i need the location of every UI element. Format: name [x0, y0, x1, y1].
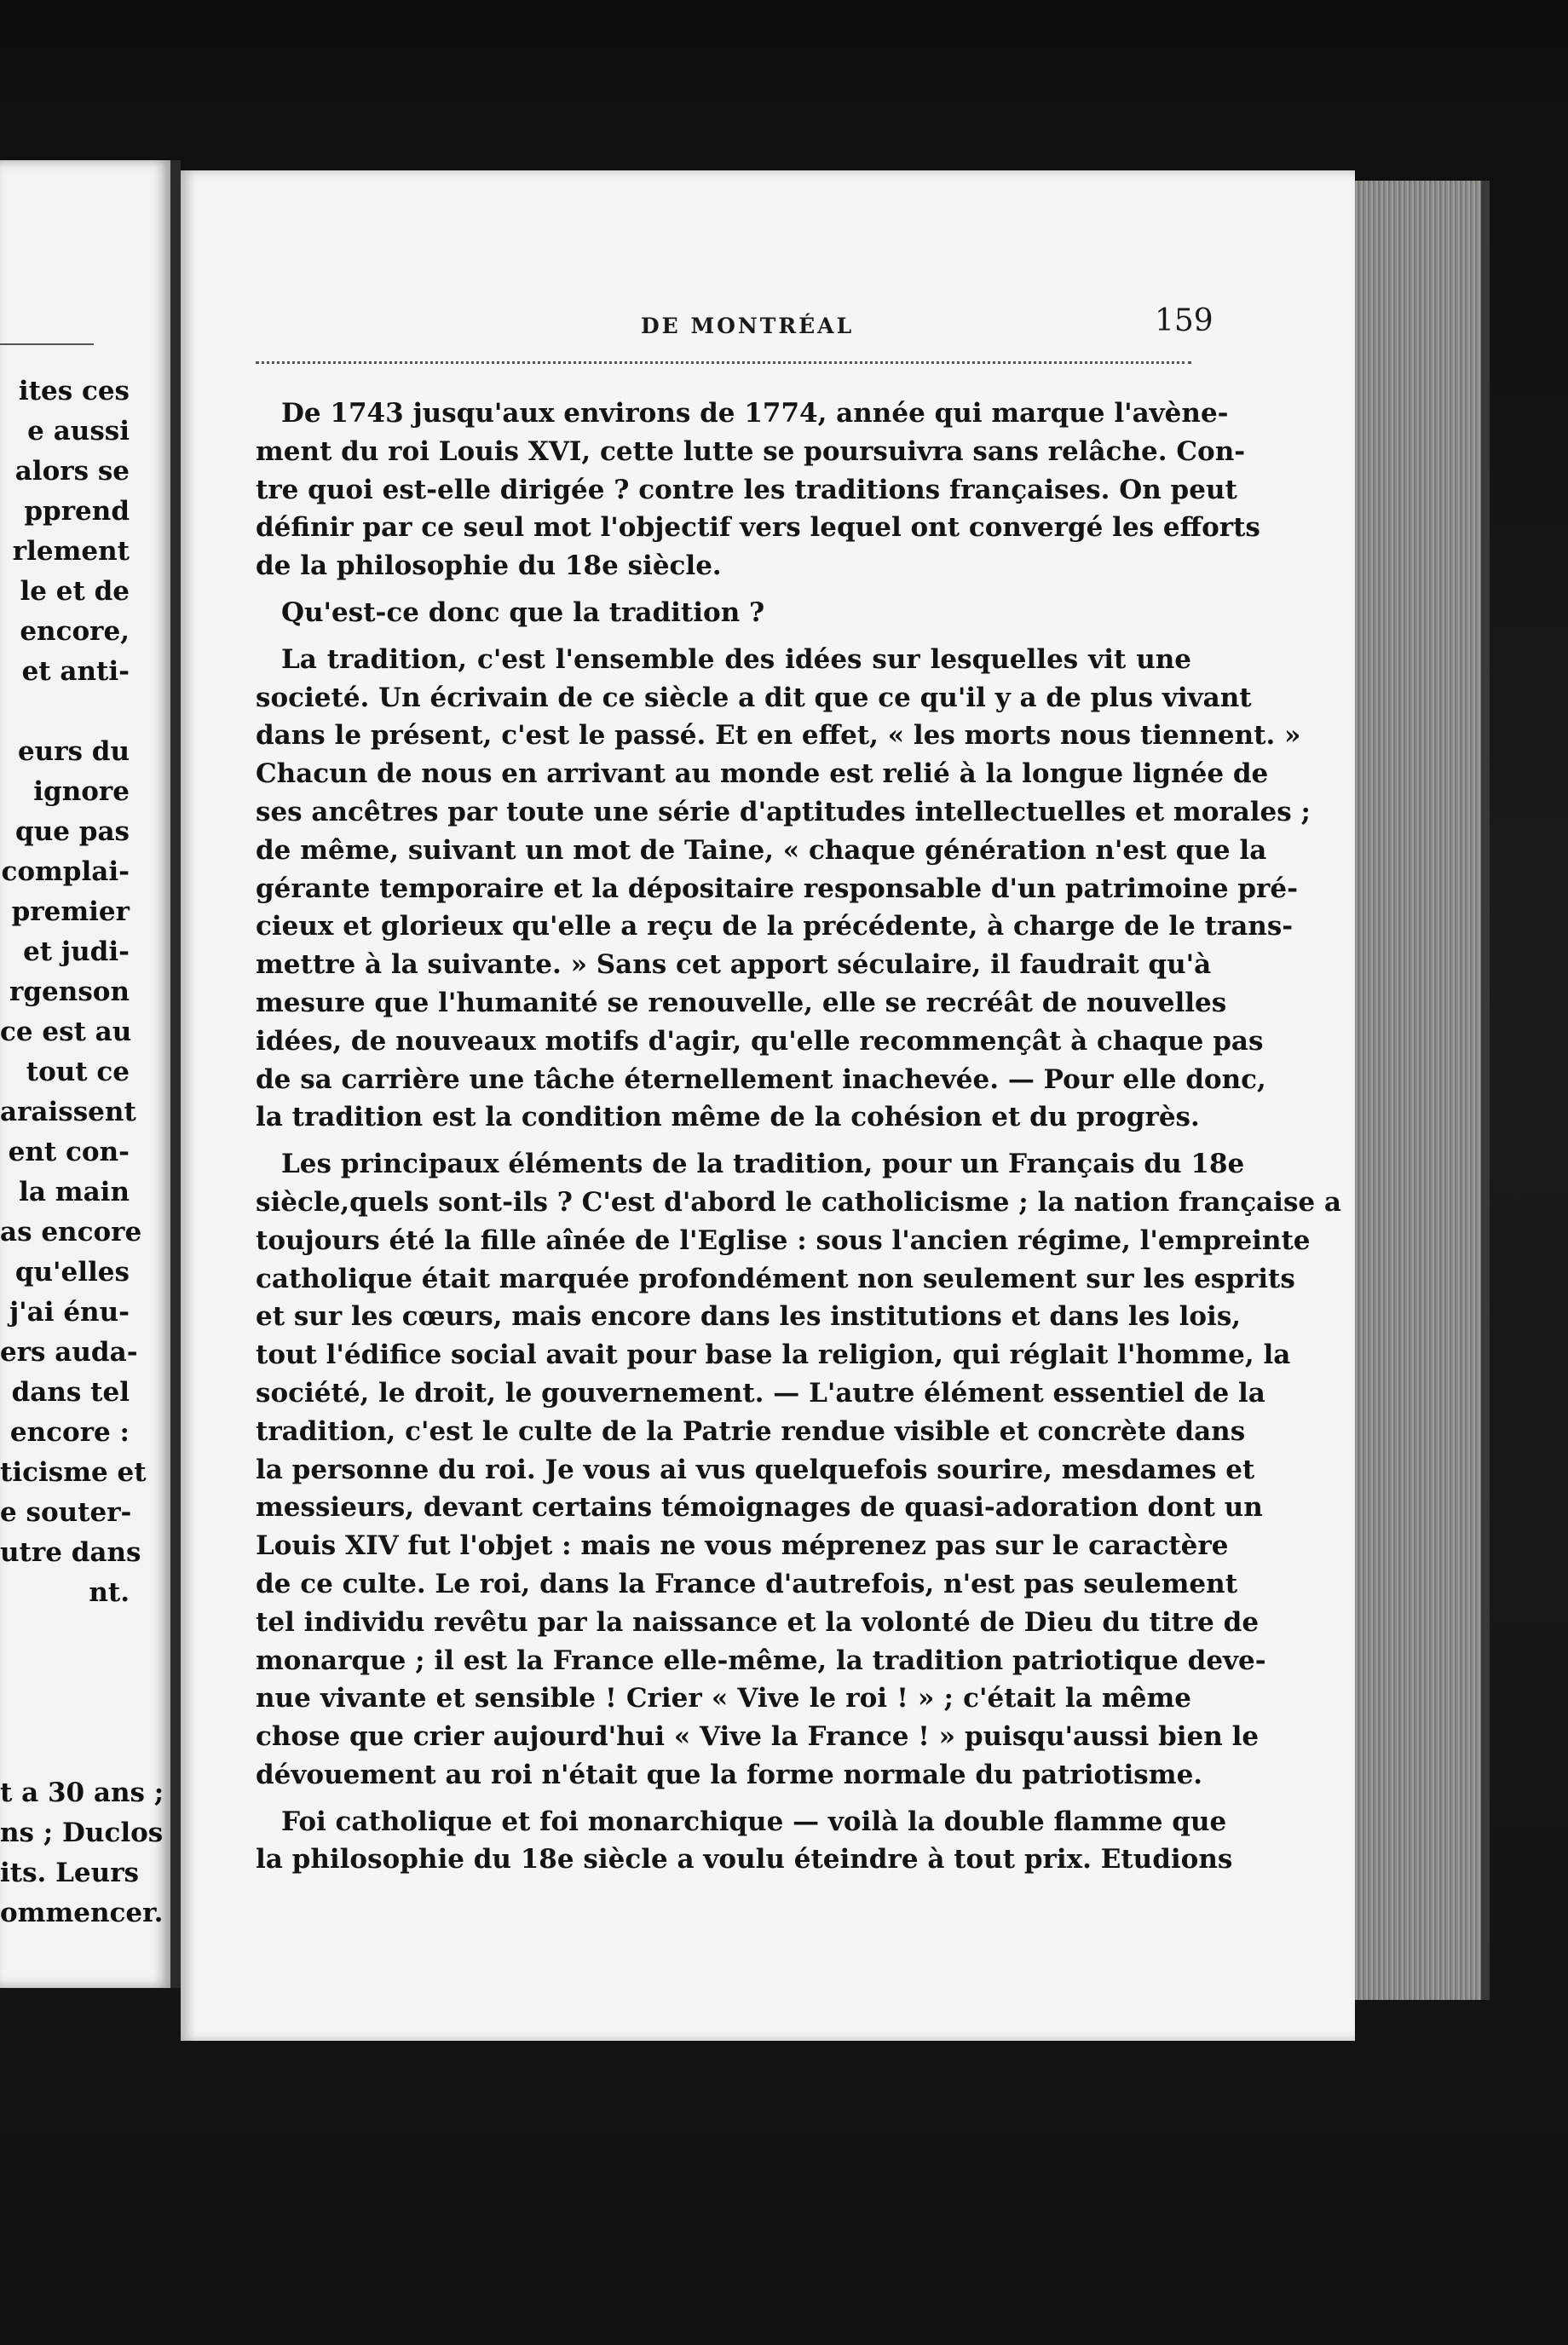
left-page-line: ce est au	[0, 1017, 132, 1047]
text-line: dans le présent, c'est le passé. Et en effet, « les morts nous tiennent. »	[256, 720, 1301, 752]
left-page-line: ommencer.	[0, 1898, 164, 1928]
paragraph	[256, 1145, 1342, 1795]
text-line: et sur les cœurs, mais encore dans les institutions et dans les lois,	[256, 1301, 1242, 1333]
text-line: catholique était marquée profondément non seulement sur les esprits	[256, 1263, 1295, 1294]
left-page	[0, 160, 170, 1988]
page-edges	[1355, 181, 1490, 2000]
text-line: ment du roi Louis XVI, cette lutte se poursuivra sans relâche. Con-	[256, 435, 1246, 467]
text-line: Foi catholique et foi monarchique — voilà la double flamme que	[281, 1806, 1227, 1837]
paragraph-gap	[256, 1137, 1191, 1145]
paragraph-gap	[256, 632, 1191, 641]
text-line: nue vivante et sensible ! Crier « Vive le roi ! » ; c'était la même	[256, 1683, 1191, 1714]
text-line: Qu'est-ce donc que la tradition ?	[281, 596, 765, 628]
body-text	[256, 395, 1342, 1879]
left-page-text	[0, 372, 170, 1933]
paragraph	[256, 641, 1311, 1137]
left-page-line: ent con-	[8, 1137, 130, 1167]
left-page-line: tout ce	[26, 1057, 130, 1087]
left-page-line: j'ai énu-	[9, 1297, 130, 1328]
text-line: siècle,quels sont-ils ? C'est d'abord le catholicisme ; la nation française a	[256, 1186, 1342, 1218]
left-page-line	[0, 1733, 170, 1773]
left-page-line: as encore	[0, 1217, 142, 1247]
left-page-line: qu'elles	[14, 1257, 130, 1288]
left-page-line: pprend	[24, 496, 130, 527]
left-page-line: et anti-	[21, 656, 130, 687]
left-page-line: e aussi	[27, 416, 130, 447]
text-line: mesure que l'humanité se renouvelle, elle se recréât de nouvelles	[256, 987, 1227, 1018]
text-line: la tradition est la condition même de la cohésion et du progrès.	[256, 1102, 1200, 1133]
left-page-line: que pas	[15, 816, 130, 847]
left-page-line: ticisme et	[0, 1457, 147, 1488]
left-page-line: alors se	[14, 456, 130, 487]
text-line: société, le droit, le gouvernement. — L'autre élément essentiel de la	[256, 1377, 1265, 1409]
text-line: De 1743 jusqu'aux environs de 1774, année qui marque l'avène-	[281, 398, 1229, 429]
text-line: monarque ; il est la France elle-même, la tradition patriotique deve-	[256, 1645, 1266, 1676]
running-head: DE MONTRÉAL	[641, 314, 855, 338]
left-page-line: ns ; Duclos	[0, 1818, 164, 1848]
left-page-line: encore,	[20, 616, 130, 647]
left-page-line: araissent	[0, 1097, 136, 1127]
left-page-line: ers auda-	[0, 1337, 138, 1368]
left-page-rule	[0, 343, 94, 345]
left-page-line: premier	[11, 896, 130, 927]
text-line: dévouement au roi n'était que la forme normale du patriotisme.	[256, 1759, 1203, 1790]
left-page-line: t a 30 ans ;	[0, 1777, 164, 1808]
text-line: Louis XIV fut l'objet : mais ne vous méprenez pas sur le caractère	[256, 1530, 1229, 1562]
text-line: tel individu revêtu par la naissance et la volonté de Dieu du titre de	[256, 1606, 1260, 1638]
text-line: tout l'édifice social avait pour base la religion, qui réglait l'homme, la	[256, 1340, 1291, 1371]
left-page-line	[0, 1693, 170, 1733]
left-page-line: utre dans	[0, 1537, 141, 1568]
left-page-line: le et de	[20, 576, 130, 607]
left-page-line: eurs du	[17, 736, 130, 767]
left-page-line	[0, 1653, 170, 1693]
header-rule	[256, 361, 1191, 364]
page-number: 159	[1155, 303, 1213, 338]
left-page-line: complai-	[1, 856, 130, 887]
text-line: tradition, c'est le culte de la Patrie rendue visible et concrète dans	[256, 1415, 1246, 1447]
text-line: cieux et glorieux qu'elle a reçu de la précédente, à charge de le trans-	[256, 911, 1294, 942]
text-line: chose que crier aujourd'hui « Vive la France ! » puisqu'aussi bien le	[256, 1721, 1260, 1753]
text-line: idées, de nouveaux motifs d'agir, qu'elle recommençât à chaque pas	[256, 1025, 1264, 1057]
text-line: la philosophie du 18e siècle a voulu éteindre à tout prix. Etudions	[256, 1844, 1233, 1875]
left-page-line: its. Leurs	[0, 1858, 139, 1888]
left-page-line: ites ces	[18, 376, 130, 406]
text-line: de la philosophie du 18e siècle.	[256, 550, 722, 582]
paragraph	[256, 395, 1260, 585]
text-line: messieurs, devant certains témoignages de quasi-adoration dont un	[256, 1492, 1263, 1524]
text-line: de même, suivant un mot de Taine, « chaque génération n'est que la	[256, 834, 1267, 866]
text-line: mettre à la suivante. » Sans cet apport séculaire, il faudrait qu'à	[256, 949, 1212, 981]
text-line: gérante temporaire et la dépositaire responsable d'un patrimoine pré-	[256, 873, 1298, 904]
text-line: ses ancêtres par toute une série d'aptitudes intellectuelles et morales ;	[256, 796, 1311, 827]
paragraph-gap	[256, 585, 1191, 594]
text-line: définir par ce seul mot l'objectif vers lequel ont convergé les efforts	[256, 512, 1260, 544]
book-gutter	[170, 160, 181, 1988]
text-line: La tradition, c'est l'ensemble des idées sur lesquelles vit une	[281, 643, 1191, 675]
text-line: Chacun de nous en arrivant au monde est relié à la longue lignée de	[256, 758, 1269, 790]
text-line: la personne du roi. Je vous ai vus quelquefois sourire, mesdames et	[256, 1454, 1255, 1485]
paragraph	[256, 594, 1191, 632]
paragraph	[256, 1803, 1233, 1880]
text-line: tre quoi est-elle dirigée ? contre les traditions françaises. On peut	[256, 474, 1237, 505]
text-line: societé. Un écrivain de ce siècle a dit que ce qu'il y a de plus vivant	[256, 682, 1252, 713]
left-page-line: dans tel	[11, 1377, 130, 1408]
left-page-line: ignore	[33, 776, 130, 807]
left-page-line	[0, 692, 170, 732]
left-page-line: encore :	[9, 1417, 130, 1448]
left-page-line: la main	[19, 1177, 130, 1207]
text-line: toujours été la fille aînée de l'Eglise : sous l'ancien régime, l'empreinte	[256, 1224, 1311, 1256]
text-line: Les principaux éléments de la tradition, pour un Français du 18e	[281, 1149, 1245, 1180]
left-page-line	[0, 1613, 170, 1653]
left-page-line: rgenson	[9, 977, 130, 1007]
paragraph-gap	[256, 1795, 1191, 1803]
left-page-line: nt.	[89, 1577, 130, 1608]
text-line: de sa carrière une tâche éternellement inachevée. — Pour elle donc,	[256, 1063, 1266, 1095]
left-page-line: et judi-	[23, 936, 130, 967]
text-line: de ce culte. Le roi, dans la France d'autrefois, n'est pas seulement	[256, 1568, 1238, 1599]
left-page-line: rlement	[12, 536, 130, 567]
left-page-line: e souter-	[0, 1497, 132, 1528]
